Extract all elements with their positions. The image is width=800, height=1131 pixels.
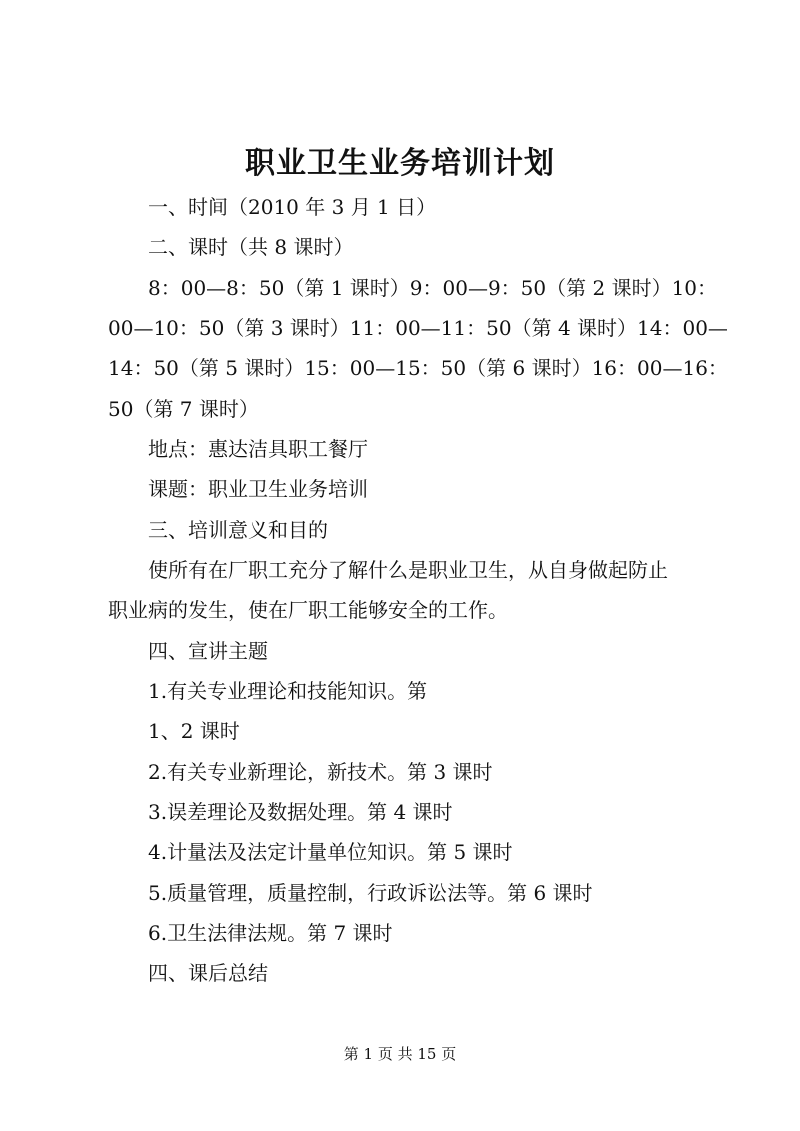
topic-item-1: 1.有关专业理论和技能知识。第 xyxy=(148,679,428,703)
schedule-line-1: 8：00—8：50（第 1 课时）9：00—9：50（第 2 课时）10： xyxy=(148,276,718,300)
purpose-paragraph-line-2: 职业病的发生，使在厂职工能够安全的工作。 xyxy=(108,598,508,622)
page-footer: 第 1 页 共 15 页 xyxy=(343,1045,457,1063)
location-line: 地点：惠达洁具职工餐厅 xyxy=(148,437,368,461)
topic-item-6: 6.卫生法律法规。第 7 课时 xyxy=(148,921,393,945)
schedule-line-3: 14：50（第 5 课时）15：00—15：50（第 6 课时）16：00—16： xyxy=(108,356,728,380)
topic-item-4: 4.计量法及法定计量单位知识。第 5 课时 xyxy=(148,840,513,864)
topic-item-1-continued: 1、2 课时 xyxy=(148,719,240,743)
topic-item-2: 2.有关专业新理论，新技术。第 3 课时 xyxy=(148,760,493,784)
topic-item-3: 3.误差理论及数据处理。第 4 课时 xyxy=(148,800,453,824)
purpose-paragraph-line-1: 使所有在厂职工充分了解什么是职业卫生，从自身做起防止 xyxy=(148,558,668,582)
section-hours: 二、课时（共 8 课时） xyxy=(148,235,354,259)
schedule-line-4: 50（第 7 课时） xyxy=(108,397,259,421)
topic-line: 课题：职业卫生业务培训 xyxy=(148,477,368,501)
topic-item-5: 5.质量管理，质量控制，行政诉讼法等。第 6 课时 xyxy=(148,881,593,905)
section-topics: 四、宣讲主题 xyxy=(148,639,268,663)
section-summary: 四、课后总结 xyxy=(148,961,268,985)
section-purpose: 三、培训意义和目的 xyxy=(148,518,328,542)
section-time: 一、时间（2010 年 3 月 1 日） xyxy=(148,195,437,219)
document-title: 职业卫生业务培训计划 xyxy=(245,146,555,181)
schedule-line-2: 00—10：50（第 3 课时）11：00—11：50（第 4 课时）14：00— xyxy=(108,316,728,340)
